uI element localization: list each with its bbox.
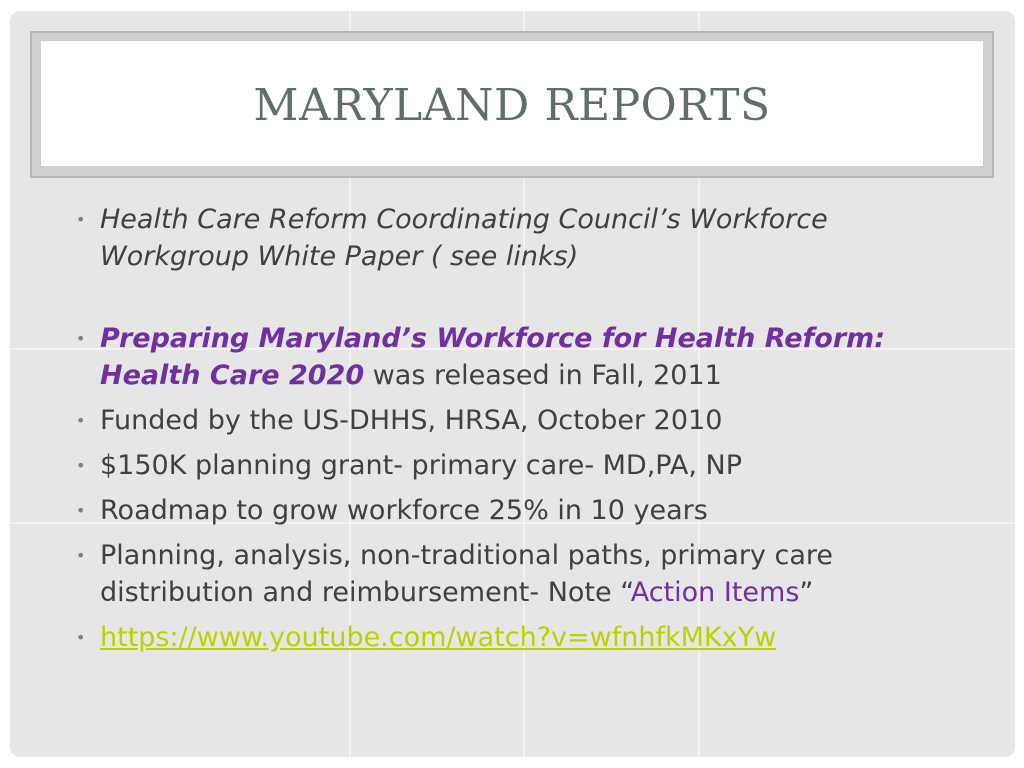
bullet-icon: • <box>76 628 86 647</box>
bullet-icon: • <box>76 546 86 565</box>
bullet-item-white-paper <box>70 201 950 275</box>
bullet-text: Funded by the US-DHHS, HRSA, October 2010 <box>100 405 723 436</box>
bullet-icon: • <box>76 456 86 475</box>
bullet-icon: • <box>76 210 86 229</box>
slide <box>10 11 1015 757</box>
bullet-text: $150K planning grant- primary care- MD,PA, NP <box>100 450 742 481</box>
bullet-icon: • <box>76 329 86 348</box>
bullet-text-suffix: ” <box>799 577 814 608</box>
action-items-text: Action Items <box>630 577 800 608</box>
report-title: Preparing Maryland’s Workforce for Health Reform: Health Care 2020 <box>100 323 886 391</box>
bullet-text: Roadmap to grow workforce 25% in 10 years <box>100 495 708 526</box>
bullet-text: was released in Fall, 2011 <box>364 360 722 391</box>
bullet-text: Planning, analysis, non-traditional paths, primary care distribution and reimbursement- Note “ <box>100 540 834 608</box>
bullet-item-planning <box>70 537 950 611</box>
youtube-link[interactable]: https://www.youtube.com/watch?v=wfnhfkMKxYw <box>100 622 777 653</box>
bullet-icon: • <box>76 411 86 430</box>
bullet-list <box>70 201 950 656</box>
bullet-item-funding <box>70 402 950 439</box>
slide-title: MARYLAND REPORTS <box>253 80 771 131</box>
bullet-icon: • <box>76 501 86 520</box>
bullet-item-health-care-2020 <box>70 320 950 394</box>
bullet-text: Health Care Reform Coordinating Council’s Workforce Workgroup White Paper ( see links) <box>100 204 828 272</box>
bullet-item-grant <box>70 447 950 484</box>
bullet-item-link <box>70 619 950 656</box>
title-box <box>41 41 983 166</box>
title-frame <box>30 31 994 178</box>
bullet-item-roadmap <box>70 492 950 529</box>
